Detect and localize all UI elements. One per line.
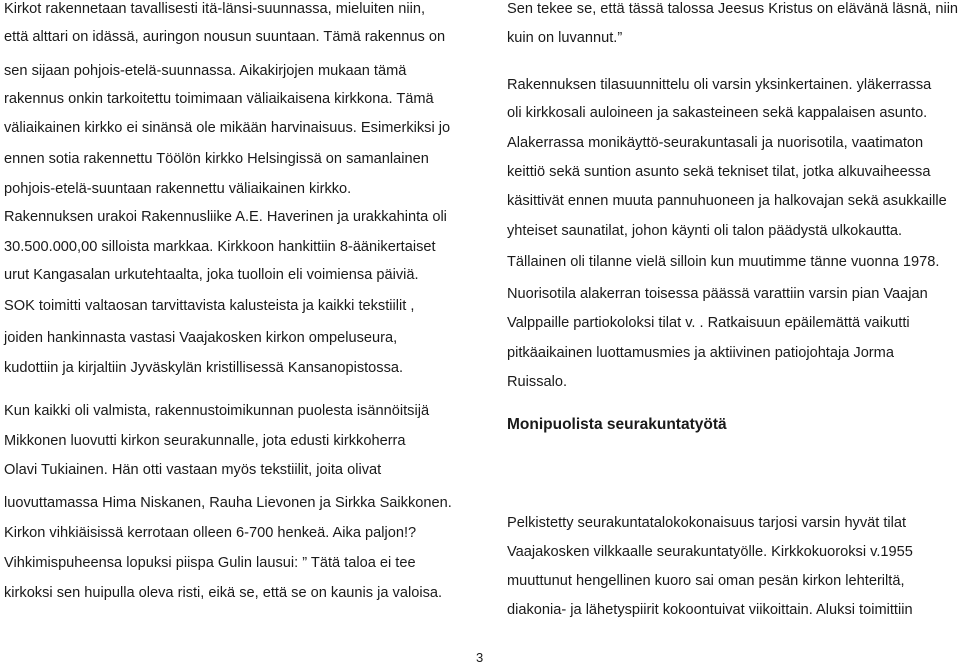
text-line: urut Kangasalan urkutehtaalta, joka tuolloin eli voimiensa päiviä. — [4, 267, 419, 283]
text-line: diakonia- ja lähetyspiirit kokoontuivat viikoittain. Aluksi toimittiin — [507, 602, 913, 618]
text-line: kuin on luvannut.” — [507, 30, 623, 46]
text-line: yhteiset saunatilat, johon käynti oli talon päädystä ulkokautta. — [507, 223, 903, 239]
text-line: pitkäaikainen luottamusmies ja aktiivinen patiojohtaja Jorma — [507, 345, 894, 361]
text-line: luovuttamassa Hima Niskanen, Rauha Lievonen ja Sirkka Saikkonen. — [4, 495, 452, 511]
text-line: kirkoksi sen huipulla oleva risti, eikä se, että se on kaunis ja valoisa. — [4, 585, 443, 601]
text-line: keittiö sekä suntion asunto sekä tekniset tilat, jotka alkuvaiheessa — [507, 164, 931, 180]
text-line: väliaikainen kirkko ei sinänsä ole mikään harvinaisuus. Esimerkiksi jo — [4, 120, 451, 136]
text-line: Pelkistetty seurakuntatalokokonaisuus tarjosi varsin hyvät tilat — [507, 515, 907, 531]
text-line: Sen tekee se, että tässä talossa Jeesus Kristus on elävänä läsnä, niin — [507, 1, 959, 17]
text-line: Mikkonen luovutti kirkon seurakunnalle, jota edusti kirkkoherra — [4, 433, 406, 449]
text-line: Vihkimispuheensa lopuksi piispa Gulin lausui: ” Tätä taloa ei tee — [4, 555, 416, 571]
text-line: Nuorisotila alakerran toisessa päässä varattiin varsin pian Vaajan — [507, 286, 928, 302]
text-line: Kirkot rakennetaan tavallisesti itä-länsi-suunnassa, mieluiten niin, — [4, 1, 426, 17]
page-number: 3 — [476, 650, 484, 665]
text-line: sen sijaan pohjois-etelä-suunnassa. Aikakirjojen mukaan tämä — [4, 63, 407, 79]
text-line: kudottiin ja kirjaltiin Jyväskylän kristillisessä Kansanopistossa. — [4, 360, 404, 376]
text-line: että alttari on idässä, auringon nousun suuntaan. Tämä rakennus on — [4, 29, 446, 45]
text-line: Tällainen oli tilanne vielä silloin kun muutimme tänne vuonna 1978. — [507, 254, 940, 270]
text-line: Kirkon vihkiäisissä kerrotaan olleen 6-700 henkeä. Aika paljon!? — [4, 525, 417, 541]
text-line: oli kirkkosali auloineen ja sakasteineen sekä kappalaisen asunto. — [507, 105, 928, 121]
text-line: joiden hankinnasta vastasi Vaajakosken kirkon ompeluseura, — [4, 330, 398, 346]
text-line: Valppaille partiokoloksi tilat v. . Ratkaisuun epäilemättä vaikutti — [507, 315, 910, 331]
text-line: 30.500.000,00 silloista markkaa. Kirkkoon hankittiin 8-äänikertaiset — [4, 239, 436, 255]
text-line: Vaajakosken vilkkaalle seurakuntatyölle. Kirkkokuoroksi v.1955 — [507, 544, 913, 560]
text-line: Kun kaikki oli valmista, rakennustoimikunnan puolesta isännöitsijä — [4, 403, 430, 419]
text-line: muuttunut hengellinen kuoro sai oman pesän kirkon lehteriltä, — [507, 573, 905, 589]
text-line: rakennus onkin tarkoitettu toimimaan väliaikaisena kirkkona. Tämä — [4, 91, 434, 107]
text-line: Rakennuksen urakoi Rakennusliike A.E. Haverinen ja urakkahinta oli — [4, 209, 447, 225]
text-line: Rakennuksen tilasuunnittelu oli varsin yksinkertainen. yläkerrassa — [507, 77, 932, 93]
text-line: SOK toimitti valtaosan tarvittavista kalusteista ja kaikki tekstiilit , — [4, 298, 415, 314]
text-line: Alakerrassa monikäyttö-seurakuntasali ja nuorisotila, vaatimaton — [507, 135, 924, 151]
text-line: käsittivät ennen muuta pannuhuoneen ja halkovajan sekä asukkaille — [507, 193, 947, 209]
text-line: Ruissalo. — [507, 374, 568, 390]
text-line: Olavi Tukiainen. Hän otti vastaan myös tekstiilit, joita olivat — [4, 462, 382, 478]
section-heading: Monipuolista seurakuntatyötä — [507, 416, 727, 433]
text-line: pohjois-etelä-suuntaan rakennettu väliaikainen kirkko. — [4, 181, 352, 197]
text-line: ennen sotia rakennettu Töölön kirkko Helsingissä on samanlainen — [4, 151, 429, 167]
